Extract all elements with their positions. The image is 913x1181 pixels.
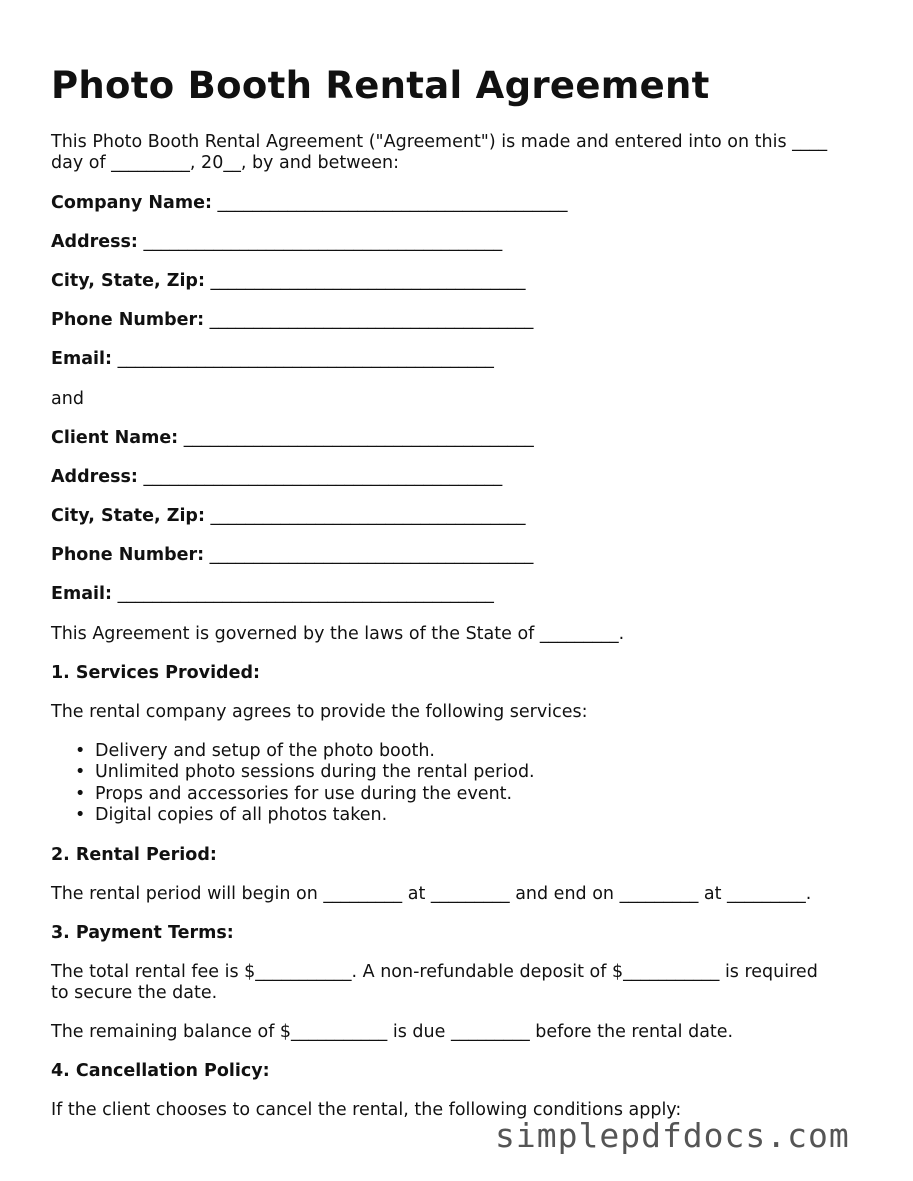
payment-heading: 3. Payment Terms: xyxy=(51,923,234,943)
client-name-field xyxy=(51,428,534,449)
services-intro: The rental company agrees to provide the following services: xyxy=(51,702,588,722)
company-city-field xyxy=(51,271,526,292)
company-phone-blank: _____________________________________ xyxy=(209,310,534,330)
document-title: Photo Booth Rental Agreement xyxy=(51,64,710,107)
list-item-text: Digital copies of all photos taken. xyxy=(95,804,388,825)
company-city-label: City, State, Zip: xyxy=(51,271,205,291)
and-text: and xyxy=(51,389,84,409)
rental-period-heading: 2. Rental Period: xyxy=(51,845,217,865)
client-address-label: Address: xyxy=(51,467,138,487)
list-item xyxy=(51,784,535,805)
company-email-blank: ___________________________________________ xyxy=(117,349,494,369)
client-email-blank: ___________________________________________ xyxy=(117,584,494,604)
company-name-field xyxy=(51,193,568,214)
cancellation-text: If the client chooses to cancel the rental, the following conditions apply: xyxy=(51,1100,682,1120)
payment-text-line-2: to secure the date. xyxy=(51,983,218,1003)
client-phone-label: Phone Number: xyxy=(51,545,205,565)
client-name-blank: ________________________________________ xyxy=(183,428,534,448)
client-city-blank: ____________________________________ xyxy=(210,506,526,526)
company-address-label: Address: xyxy=(51,232,138,252)
services-list xyxy=(51,741,535,826)
bullet-icon: • xyxy=(75,804,86,825)
client-address-field xyxy=(51,467,502,488)
company-address-blank: _________________________________________ xyxy=(143,232,503,252)
client-address-blank: _________________________________________ xyxy=(143,467,503,487)
cancellation-heading: 4. Cancellation Policy: xyxy=(51,1061,270,1081)
list-item-text: Delivery and setup of the photo booth. xyxy=(95,741,435,761)
intro-line-1: This Photo Booth Rental Agreement ("Agreement") is made and entered into on this ____ xyxy=(51,132,828,152)
client-name-label: Client Name: xyxy=(51,428,179,448)
list-item xyxy=(51,805,535,826)
list-item xyxy=(51,741,535,762)
governing-law-text: This Agreement is governed by the laws of the State of _________. xyxy=(51,624,625,644)
client-phone-field xyxy=(51,545,533,566)
services-heading: 1. Services Provided: xyxy=(51,663,260,683)
bullet-icon: • xyxy=(75,762,86,783)
company-name-label: Company Name: xyxy=(51,193,212,213)
bullet-icon: • xyxy=(75,741,86,761)
list-item-text: Props and accessories for use during the event. xyxy=(95,783,513,804)
company-name-blank: ________________________________________ xyxy=(217,193,568,213)
company-email-field xyxy=(51,349,494,370)
company-email-label: Email: xyxy=(51,349,112,369)
company-address-field xyxy=(51,232,502,253)
company-phone-label: Phone Number: xyxy=(51,310,205,330)
company-city-blank: ____________________________________ xyxy=(210,271,526,291)
client-email-label: Email: xyxy=(51,584,112,604)
watermark: simplepdfdocs.com xyxy=(495,1116,850,1155)
client-city-label: City, State, Zip: xyxy=(51,506,205,526)
client-email-field xyxy=(51,584,494,605)
payment-text-line-1: The total rental fee is $___________. A non-refundable deposit of $___________ is required xyxy=(51,962,818,982)
list-item xyxy=(51,762,535,783)
list-item-text: Unlimited photo sessions during the rental period. xyxy=(95,762,535,783)
company-phone-field xyxy=(51,310,533,331)
client-city-field xyxy=(51,506,526,527)
client-phone-blank: _____________________________________ xyxy=(209,545,534,565)
intro-line-2: day of _________, 20__, by and between: xyxy=(51,153,400,173)
rental-period-text: The rental period will begin on _________ at _________ and end on _________ at _________. xyxy=(51,884,812,904)
payment-balance-text: The remaining balance of $___________ is due _________ before the rental date. xyxy=(51,1022,734,1042)
bullet-icon: • xyxy=(75,783,86,804)
